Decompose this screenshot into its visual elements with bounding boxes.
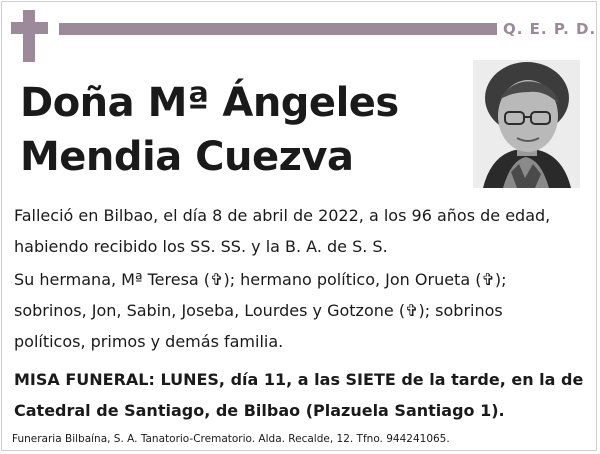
family-line-1: Su hermana, Mª Teresa (✞); hermano político, Jon Orueta (✞); (14, 270, 507, 289)
notice-line-1: Falleció en Bilbao, el día 8 de abril de 2022, a los 96 años de edad, (14, 206, 551, 225)
funeral-home-footer: Funeraria Bilbaína, S. A. Tanatorio-Crematorio. Alda. Recalde, 12. Tfno. 944241065. (12, 433, 450, 445)
name-line-2: Mendia Cuezva (20, 134, 354, 180)
portrait-photo (473, 60, 580, 188)
family-line-2: sobrinos, Jon, Sabin, Joseba, Lourdes y Gotzone (✞); sobrinos (14, 301, 503, 320)
death-notice-paragraph (14, 200, 589, 262)
name-line-1: Doña Mª Ángeles (20, 80, 399, 126)
funeral-line-1: MISA FUNERAL: LUNES, día 11, a las SIETE de la tarde, en la de (14, 370, 584, 389)
qepd-label: Q. E. P. D. (503, 20, 597, 38)
header-bar (59, 23, 497, 35)
deceased-name (20, 76, 460, 184)
family-line-3: políticos, primos y demás familia. (14, 332, 284, 351)
funeral-line-2: Catedral de Santiago, de Bilbao (Plazuela Santiago 1). (14, 401, 505, 420)
family-paragraph (14, 264, 589, 357)
notice-line-2: habiendo recibido los SS. SS. y la B. A. de S. S. (14, 237, 388, 256)
funeral-mass-paragraph (14, 364, 589, 426)
